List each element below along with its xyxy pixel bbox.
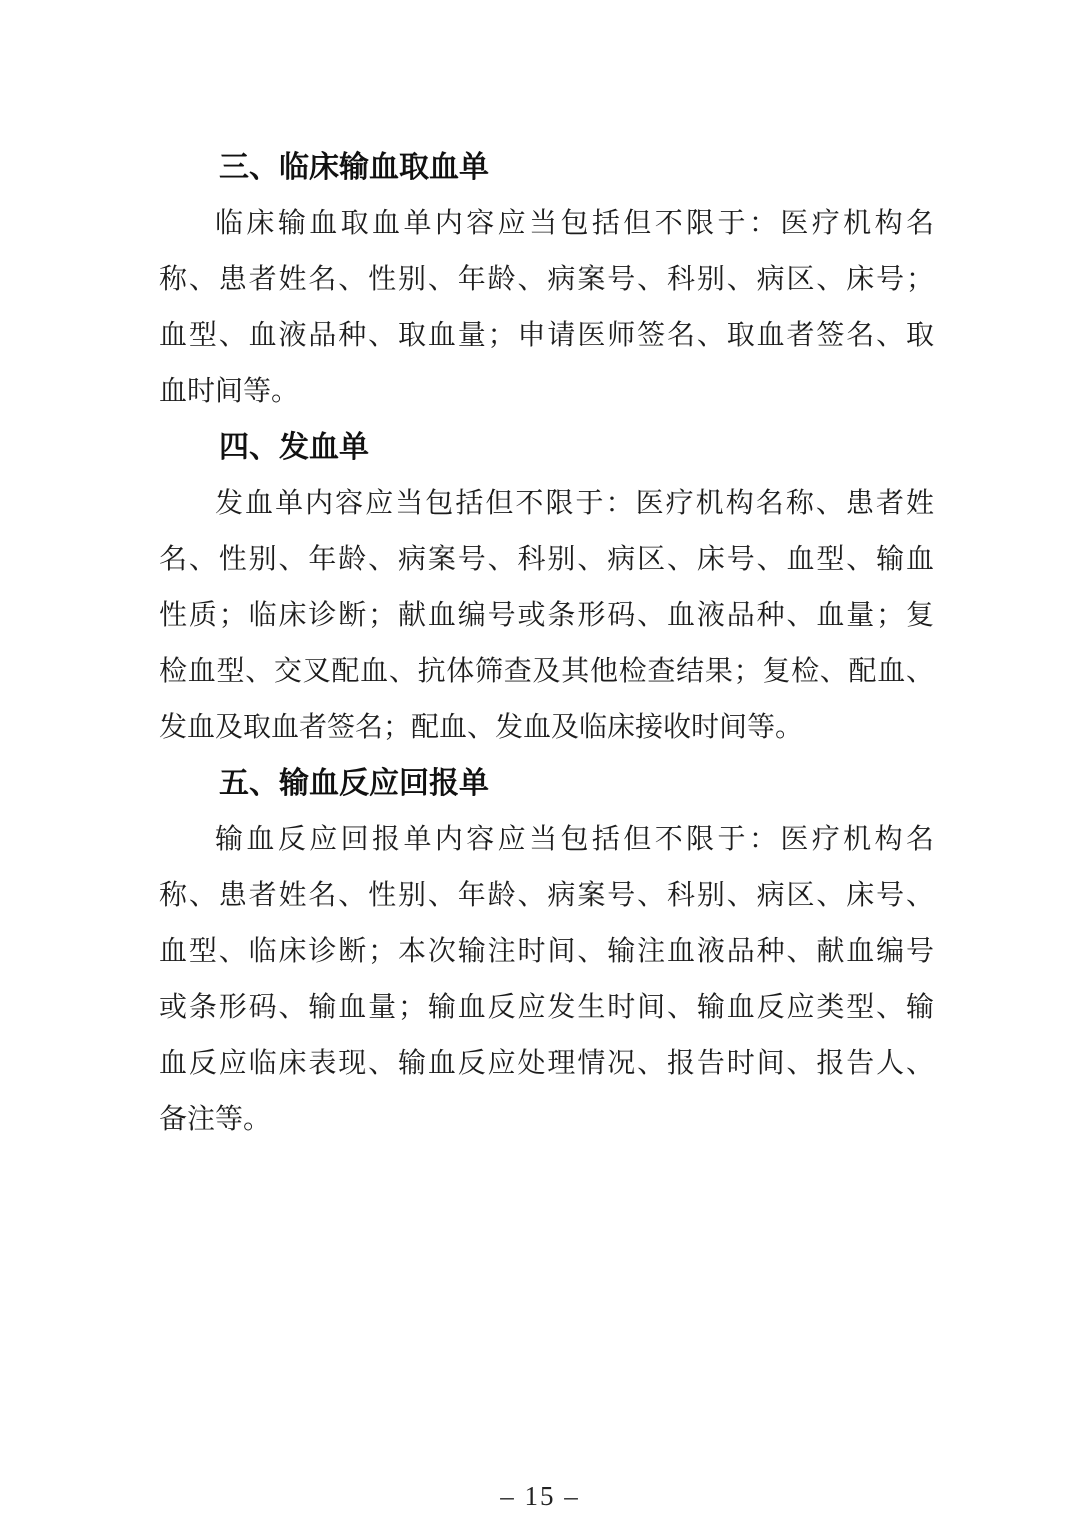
section-heading: 三、临床输血取血单: [219, 150, 489, 185]
document-body: [159, 140, 934, 1148]
text-line: 称、患者姓名、性别、年龄、病案号、科别、病区、床号、: [159, 880, 934, 911]
text-line: 临床输血取血单内容应当包括但不限于：医疗机构名: [215, 208, 934, 239]
section-transfusion-reaction-report-form: [159, 756, 934, 1148]
section-blood-issuance-form: [159, 420, 934, 756]
text-line: 血型、血液品种、取血量；申请医师签名、取血者签名、取: [159, 320, 934, 351]
section-heading: 四、发血单: [219, 430, 369, 465]
text-line: 发血及取血者签名；配血、发血及临床接收时间等。: [159, 712, 804, 743]
text-line: 备注等。: [159, 1104, 272, 1135]
text-line: 性质；临床诊断；献血编号或条形码、血液品种、血量；复: [159, 600, 934, 631]
text-line: 血时间等。: [159, 376, 300, 407]
section-heading: 五、输血反应回报单: [219, 766, 489, 801]
text-line: 血反应临床表现、输血反应处理情况、报告时间、报告人、: [159, 1048, 934, 1079]
text-line: 或条形码、输血量；输血反应发生时间、输血反应类型、输: [159, 992, 934, 1023]
text-line: 血型、临床诊断；本次输注时间、输注血液品种、献血编号: [159, 936, 934, 967]
page-number: – 15 –: [500, 1481, 580, 1511]
text-line: 检血型、交叉配血、抗体筛查及其他检查结果；复检、配血、: [159, 656, 934, 687]
text-line: 称、患者姓名、性别、年龄、病案号、科别、病区、床号；: [159, 264, 934, 295]
text-line: 输血反应回报单内容应当包括但不限于：医疗机构名: [215, 824, 934, 855]
page-footer: [0, 1481, 1080, 1512]
text-line: 发血单内容应当包括但不限于：医疗机构名称、患者姓: [215, 488, 934, 519]
section-blood-collection-form: [159, 140, 934, 420]
text-line: 名、性别、年龄、病案号、科别、病区、床号、血型、输血: [159, 544, 934, 575]
